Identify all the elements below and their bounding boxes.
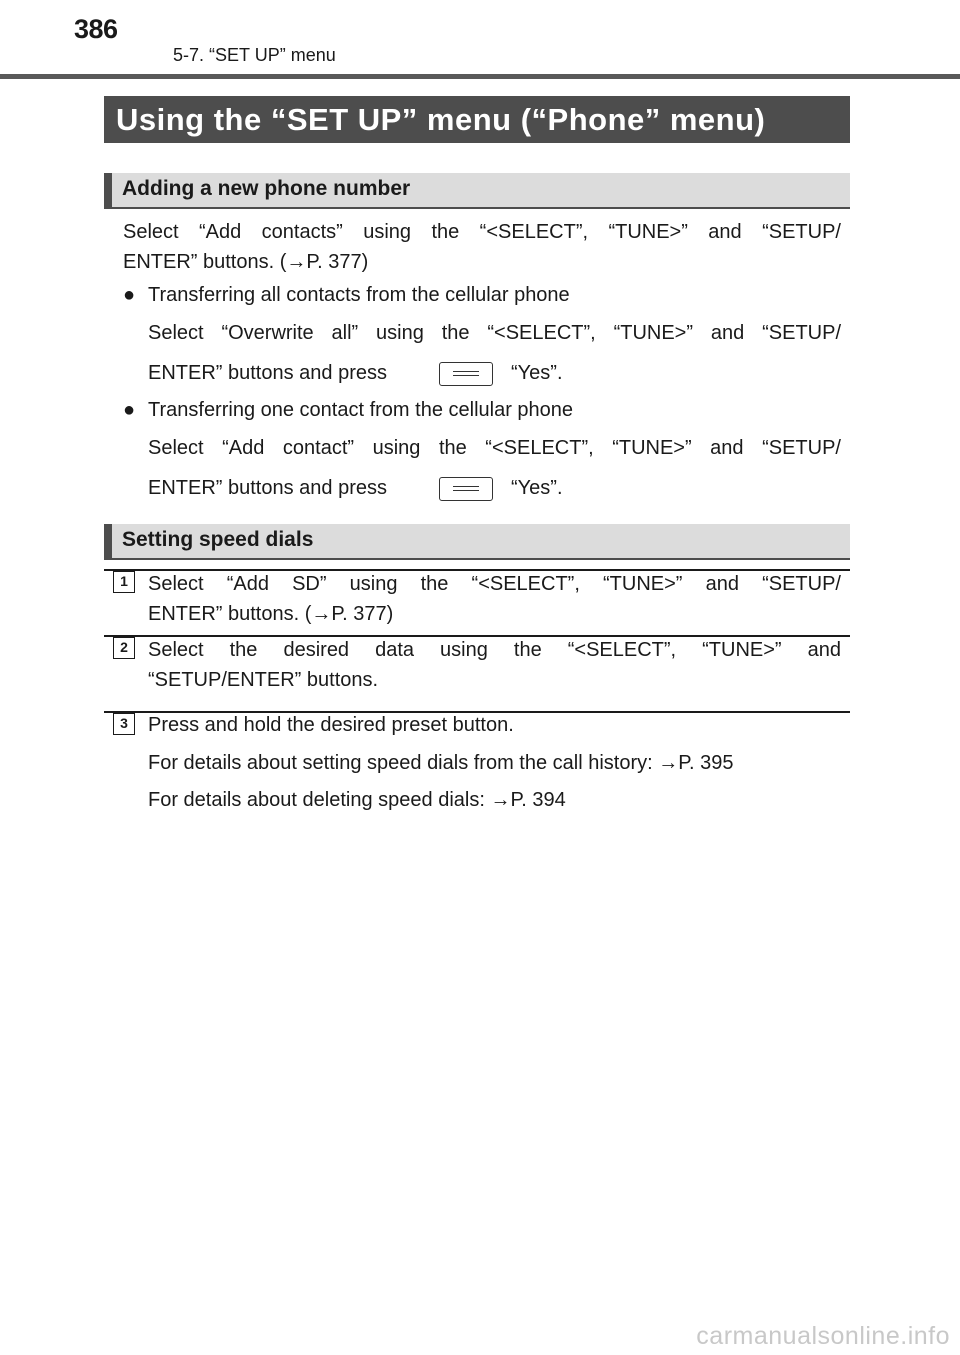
adding-intro-line2: ENTER” buttons. (→P. 377) [123, 251, 369, 273]
phone-enter-button-icon [439, 477, 493, 501]
one-contact-line2-after: “Yes”. [511, 477, 563, 499]
step3-note-call-history: For details about setting speed dials from the call history: →P. 395 [148, 752, 734, 774]
section-title: Using the “SET UP” menu (“Phone” menu) [104, 96, 850, 143]
step3-line1: Press and hold the desired preset button. [148, 714, 514, 736]
running-header: 5-7. “SET UP” menu [173, 45, 336, 65]
bullet-title-overwrite: Transferring all contacts from the cellular phone [148, 284, 570, 306]
subsection-heading-speed-dials: Setting speed dials [104, 524, 850, 560]
step-number-badge: 3 [113, 713, 135, 735]
header-divider [0, 74, 960, 79]
page-number: 386 [74, 14, 118, 44]
phone-enter-button-icon [439, 362, 493, 386]
watermark: carmanualsonline.info [696, 1322, 950, 1350]
step2-line2: “SETUP/ENTER” buttons. [148, 669, 379, 691]
bullet-icon: ● [123, 284, 136, 306]
step1-line1: Select “Add SD” using the “<SELECT”, “TUNE>” and “SETUP/ [148, 573, 841, 595]
bullet-icon: ● [123, 399, 136, 421]
subsection-heading-adding: Adding a new phone number [104, 173, 850, 209]
step-number-badge: 2 [113, 637, 135, 659]
overwrite-line1: Select “Overwrite all” using the “<SELECT”, “TUNE>” and “SETUP/ [148, 322, 841, 344]
overwrite-line2-after: “Yes”. [511, 362, 563, 384]
adding-intro-line1: Select “Add contacts” using the “<SELECT”, “TUNE>” and “SETUP/ [123, 221, 841, 243]
step1-line2: ENTER” buttons. (→P. 377) [148, 603, 394, 625]
bullet-title-one-contact: Transferring one contact from the cellular phone [148, 399, 574, 421]
one-contact-line1: Select “Add contact” using the “<SELECT”, “TUNE>” and “SETUP/ [148, 437, 841, 459]
one-contact-line2-before: ENTER” buttons and press [148, 477, 387, 499]
overwrite-line2-before: ENTER” buttons and press [148, 362, 387, 384]
step3-note-deleting: For details about deleting speed dials: →P. 394 [148, 789, 566, 811]
step-number-badge: 1 [113, 571, 135, 593]
step2-line1: Select the desired data using the “<SELECT”, “TUNE>” and [148, 639, 841, 661]
